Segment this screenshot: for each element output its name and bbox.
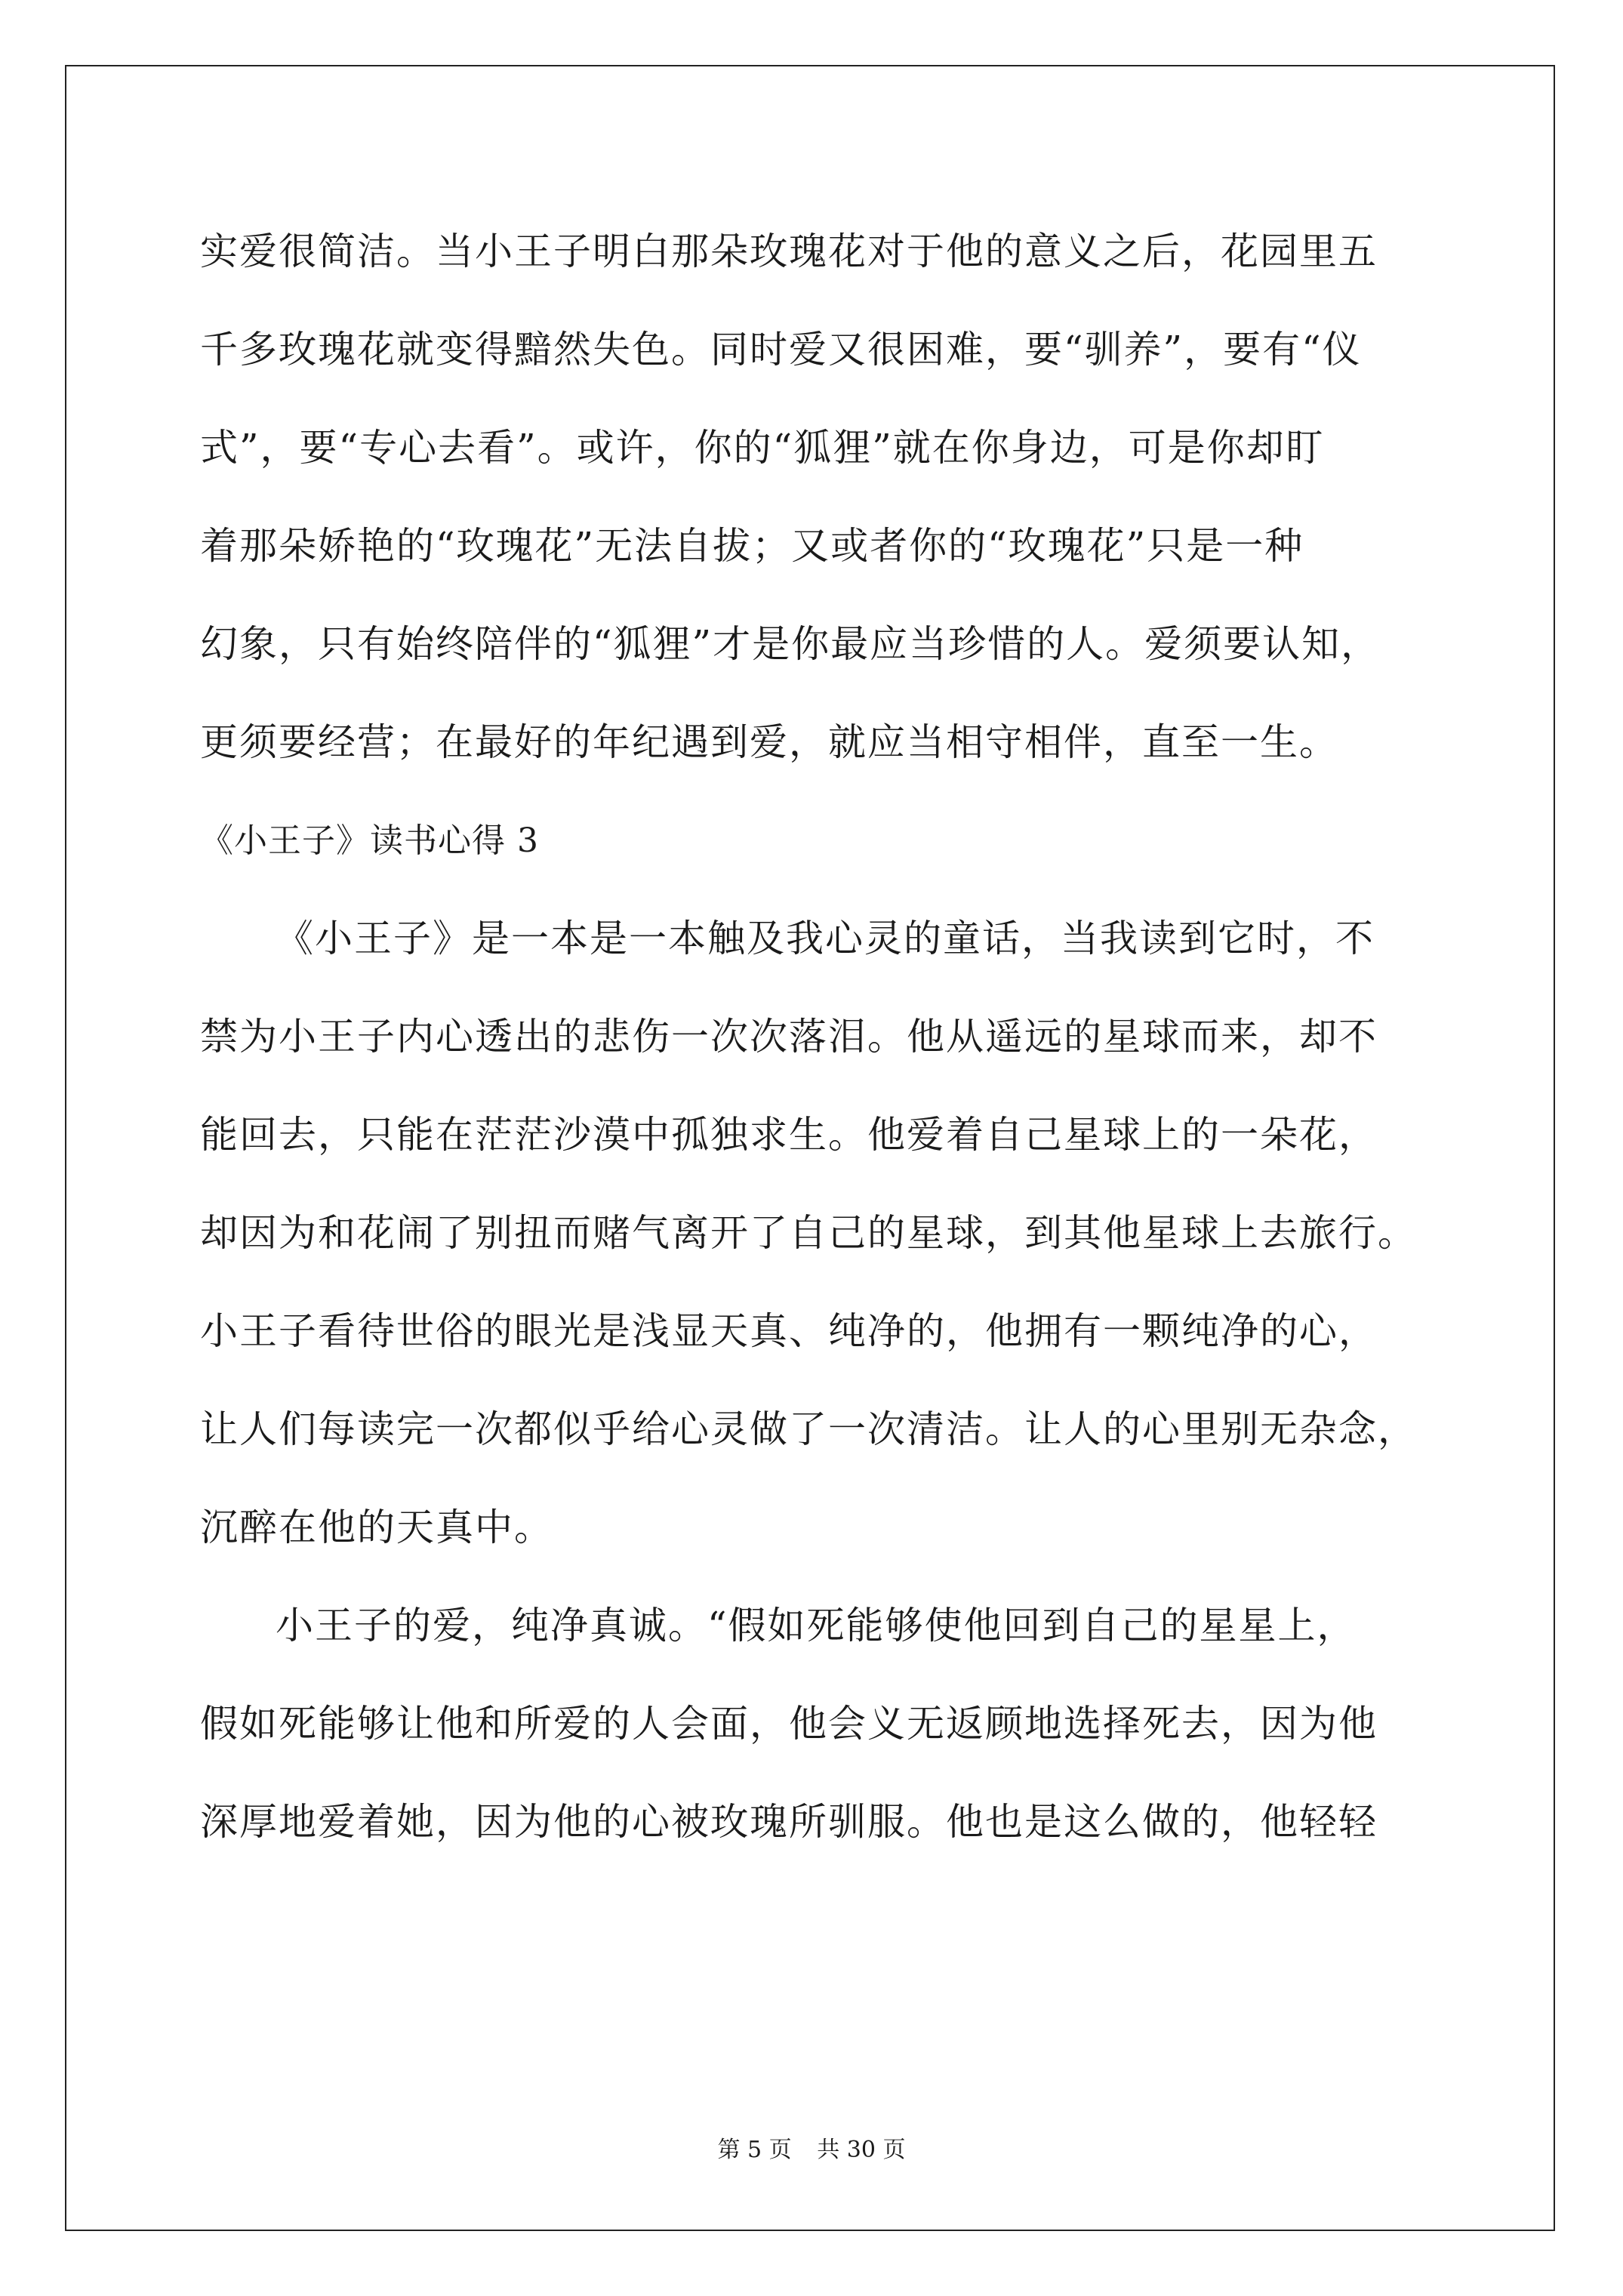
section-heading: 《小王子》读书心得 3 [200, 821, 539, 860]
paragraph-2-line-5: 小王子看待世俗的眼光是浅显天真、纯净的，他拥有一颗纯净的心， [200, 1309, 1378, 1353]
page-total: 共 30 页 [817, 2137, 906, 2163]
page-footer [0, 2135, 1623, 2165]
paragraph-1-line-5: 幻象，只有始终陪伴的“狐狸”才是你最应当珍惜的人。爱须要认知， [200, 622, 1381, 666]
page-number: 第 5 页 [717, 2137, 792, 2163]
paragraph-2-line-7: 沉醉在他的天真中。 [200, 1505, 553, 1549]
paragraph-1-line-3: 式”，要“专心去看”。或许，你的“狐狸”就在你身边，可是你却盯 [200, 426, 1325, 470]
paragraph-1-line-2: 千多玫瑰花就变得黯然失色。同时爱又很困难，要“驯养”，要有“仪 [200, 328, 1362, 371]
paragraph-2-line-1: 《小王子》是一本是一本触及我心灵的童话，当我读到它时，不 [276, 917, 1375, 960]
paragraph-3-line-3: 深厚地爱着她，因为他的心被玫瑰所驯服。他也是这么做的，他轻轻 [200, 1800, 1378, 1844]
paragraph-2-line-6: 让人们每读完一次都似乎给心灵做了一次清洁。让人的心里别无杂念， [200, 1407, 1417, 1451]
paragraph-2-line-3: 能回去，只能在茫茫沙漠中孤独求生。他爱着自己星球上的一朵花， [200, 1113, 1378, 1157]
paragraph-3-line-2: 假如死能够让他和所爱的人会面，他会义无返顾地选择死去，因为他 [200, 1702, 1378, 1746]
paragraph-2-line-2: 禁为小王子内心透出的悲伤一次次落泪。他从遥远的星球而来，却不 [200, 1015, 1378, 1059]
paragraph-1-line-6: 更须要经营；在最好的年纪遇到爱，就应当相守相伴，直至一生。 [200, 720, 1338, 764]
paragraph-3-line-1: 小王子的爱，纯净真诚。“假如死能够使他回到自己的星星上， [276, 1604, 1357, 1647]
paragraph-2-line-4: 却因为和花闹了别扭而赌气离开了自己的星球，到其他星球上去旅行。 [200, 1211, 1417, 1255]
paragraph-1-line-4: 着那朵娇艳的“玫瑰花”无法自拔；又或者你的“玫瑰花”只是一种 [200, 524, 1304, 568]
paragraph-1-line-1: 实爱很简洁。当小王子明白那朵玫瑰花对于他的意义之后，花园里五 [200, 230, 1378, 273]
